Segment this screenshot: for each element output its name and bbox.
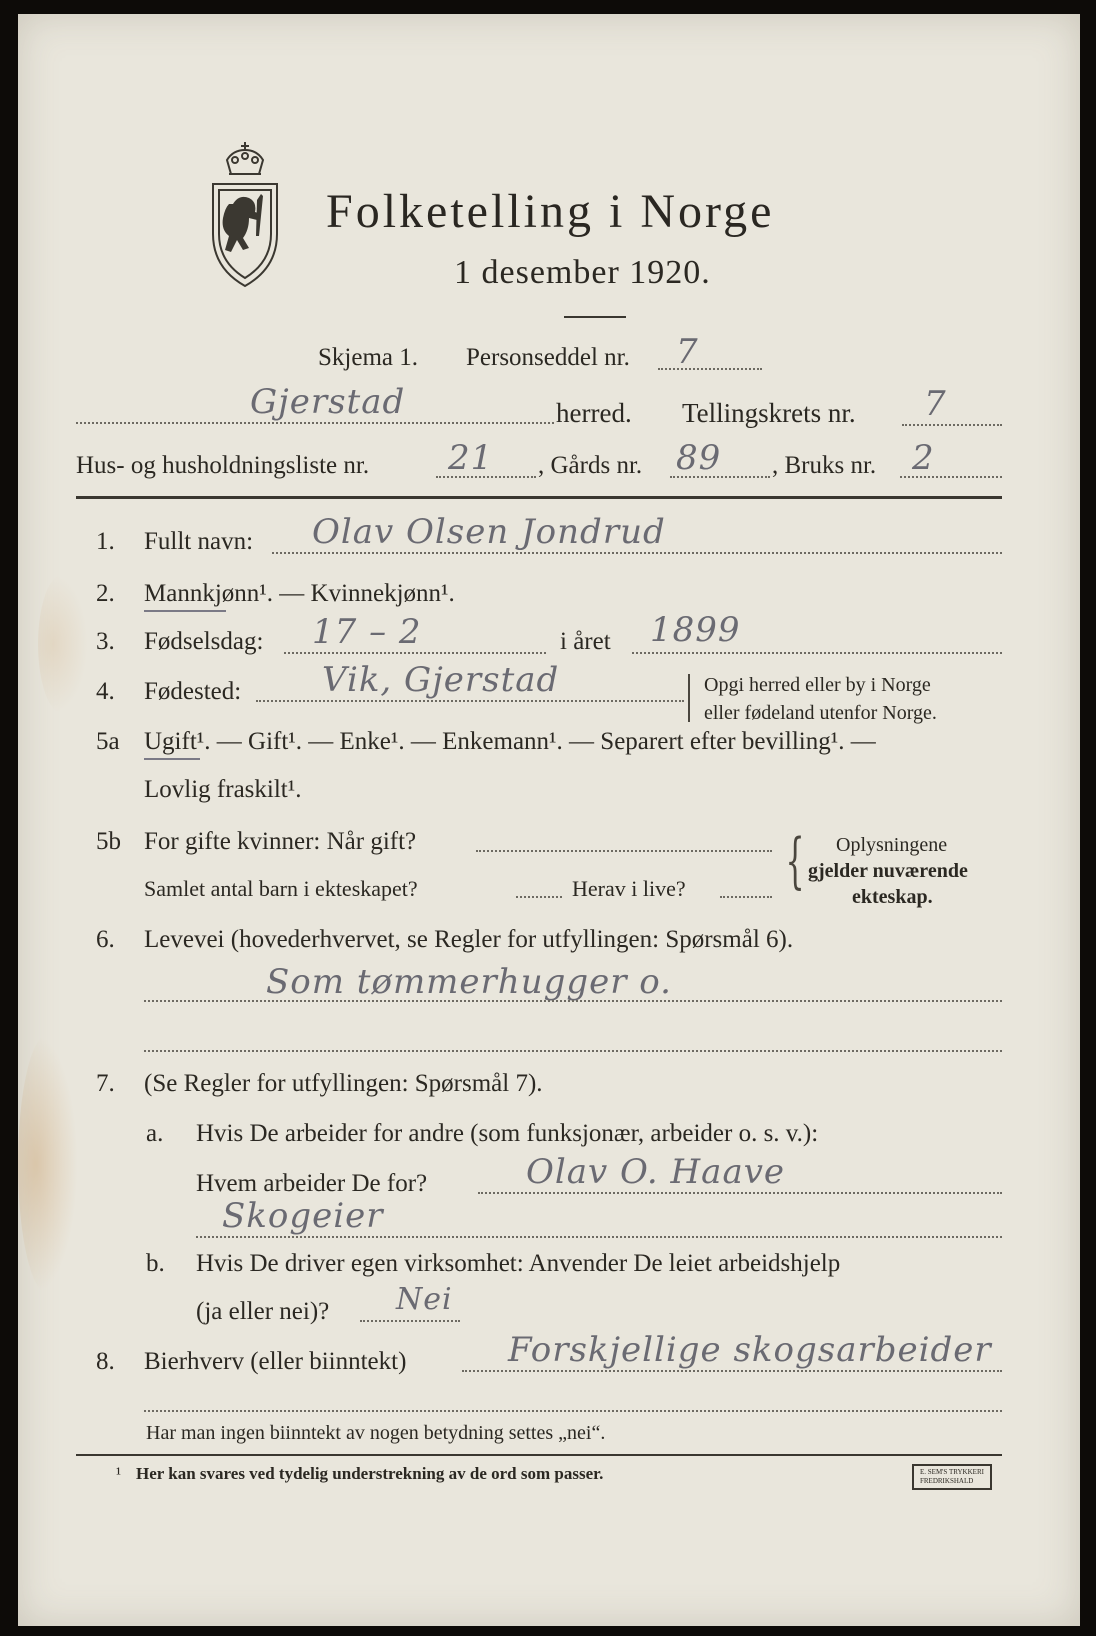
bruks-value: 2 <box>912 438 935 478</box>
q3-label: Fødselsdag: <box>144 628 264 655</box>
form-title: Folketelling i Norge <box>326 185 775 238</box>
full-name-value: Olav Olsen Jondrud <box>312 512 666 552</box>
q5a-number: 5a <box>96 728 120 755</box>
q1-field-line <box>272 552 1002 554</box>
q7a-line2: Hvem arbeider De for? <box>196 1170 428 1197</box>
q4-note-bracket <box>688 674 690 722</box>
birthplace-value: Vik, Gjerstad <box>322 660 560 700</box>
q5a-options-cont: Lovlig fraskilt¹. <box>144 776 302 803</box>
personseddel-label: Personseddel nr. <box>466 344 630 371</box>
personseddel-field-line <box>658 368 762 370</box>
printer-stamp-line2: FREDRIKSHALD <box>920 1477 974 1485</box>
ugift-underline <box>144 758 200 760</box>
q4-note-line1: Opgi herred eller by i Norge <box>704 674 931 696</box>
tellingskrets-label: Tellingskrets nr. <box>682 398 856 428</box>
q1-number: 1. <box>96 528 115 555</box>
q4-note-line2: eller fødeland utenfor Norge. <box>704 702 937 724</box>
q7b-letter: b. <box>146 1250 165 1277</box>
q2-number: 2. <box>96 580 115 607</box>
herred-field-line <box>76 422 554 424</box>
occupation-value: Som tømmerhugger o. <box>266 962 672 1002</box>
husliste-label: Hus- og husholdningsliste nr. <box>76 452 370 479</box>
hired-help-value: Nei <box>396 1282 453 1317</box>
birth-year-value: 1899 <box>650 610 741 650</box>
q4-number: 4. <box>96 678 115 705</box>
q8-number: 8. <box>96 1348 115 1375</box>
birth-year-field-line <box>632 652 1002 654</box>
q5a-options: Ugift¹. — Gift¹. — Enke¹. — Enkemann¹. — Separert efter bevilling¹. — <box>144 728 876 755</box>
footnote-mark: ¹ <box>116 1464 122 1483</box>
q6-label: Levevei (hovederhvervet, se Regler for utfyllingen: Spørsmål 6). <box>144 926 794 953</box>
q4-field-line <box>256 700 684 702</box>
q5b-number: 5b <box>96 828 121 855</box>
q7b-line2: (ja eller nei)? <box>196 1298 330 1325</box>
employer-field-line <box>478 1192 1002 1194</box>
q5b-note-brace: { <box>785 826 805 896</box>
employer-field-line-2 <box>196 1236 1002 1238</box>
employer-value-line2: Skogeier <box>222 1196 384 1236</box>
children-field-line <box>516 896 562 898</box>
footer-divider <box>76 1454 1002 1456</box>
gards-label: , Gårds nr. <box>538 452 643 479</box>
census-date: 1 desember 1920. <box>454 254 711 291</box>
q1-label: Fullt navn: <box>144 528 254 555</box>
hired-help-field-line <box>360 1320 460 1322</box>
norway-coat-of-arms-icon <box>205 140 285 290</box>
tellingskrets-field-line <box>902 424 1002 426</box>
q6-field-line-2 <box>144 1050 1002 1052</box>
footnote-text: Her kan svares ved tydelig understrekning av de ord som passer. <box>136 1464 604 1483</box>
biinntekt-note: Har man ingen biinntekt av nogen betydning settes „nei“. <box>146 1422 606 1444</box>
q4-label: Fødested: <box>144 678 242 705</box>
q3-field-line <box>284 652 546 654</box>
q6-field-line-1 <box>144 1000 1002 1002</box>
tellingskrets-value: 7 <box>924 384 947 424</box>
gards-value: 89 <box>676 438 722 478</box>
mannkjonn-underline <box>144 610 226 612</box>
q8-label: Bierhverv (eller biinntekt) <box>144 1348 407 1375</box>
employer-value: Olav O. Haave <box>526 1152 786 1192</box>
water-stain <box>18 1034 78 1294</box>
header-divider <box>76 496 1002 499</box>
q2-label: Mannkjønn¹. — Kvinnekjønn¹. <box>144 580 455 607</box>
title-divider <box>564 316 626 318</box>
husliste-value: 21 <box>448 438 494 478</box>
q7a-letter: a. <box>146 1120 164 1147</box>
printer-stamp <box>912 1464 992 1490</box>
q7b-line1: Hvis De driver egen virksomhet: Anvender De leiet arbeidshjelp <box>196 1250 841 1277</box>
q5b-note-line3: ekteskap. <box>852 886 933 908</box>
q7a-line1: Hvis De arbeider for andre (som funksjonær, arbeider o. s. v.): <box>196 1120 819 1147</box>
side-occupation-value: Forskjellige skogsarbeider <box>508 1330 992 1370</box>
birthday-value: 17 – 2 <box>312 612 422 652</box>
q5b-note-line2: gjelder nuværende <box>808 860 968 882</box>
q8-field-line <box>462 1370 1002 1372</box>
q7-number: 7. <box>96 1070 115 1097</box>
printer-stamp-line1: E. SEM'S TRYKKERI <box>920 1468 984 1476</box>
birth-year-label: i året <box>560 628 611 655</box>
q8-field-line-2 <box>144 1410 1002 1412</box>
q5b-label-line2b: Herav i live? <box>572 876 686 901</box>
herred-value: Gjerstad <box>250 382 406 422</box>
water-stain <box>38 574 88 714</box>
q7-label: (Se Regler for utfyllingen: Spørsmål 7). <box>144 1070 543 1097</box>
schema-label: Skjema 1. <box>318 344 418 371</box>
q5b-note-line1: Oplysningene <box>836 834 948 856</box>
q6-number: 6. <box>96 926 115 953</box>
bruks-label: , Bruks nr. <box>772 452 877 479</box>
alive-field-line <box>720 896 772 898</box>
personseddel-value: 7 <box>676 332 699 372</box>
married-date-field-line <box>476 850 772 852</box>
q5b-label-line1: For gifte kvinner: Når gift? <box>144 828 417 855</box>
q5b-label-line2: Samlet antal barn i ekteskapet? <box>144 876 418 901</box>
herred-label: herred. <box>556 398 632 428</box>
q3-number: 3. <box>96 628 115 655</box>
